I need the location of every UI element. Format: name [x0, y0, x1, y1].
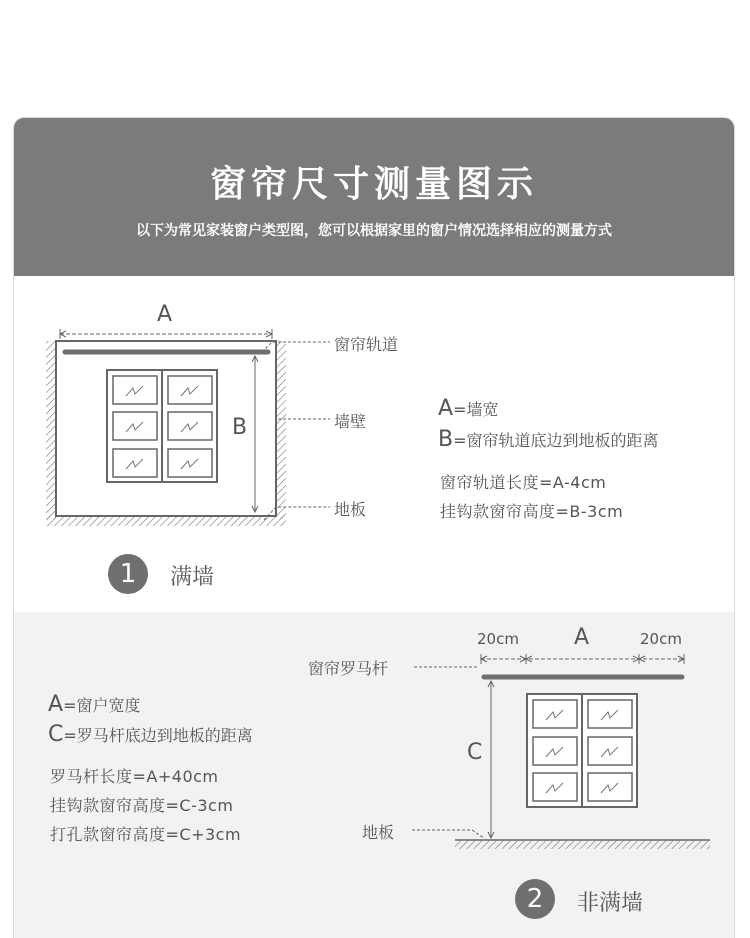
section2-badge: 2: [515, 879, 555, 919]
section2-title: 非满墙: [577, 891, 644, 916]
section1-title: 满墙: [170, 565, 215, 590]
legend-b-text: =窗帘轨道底边到地板的距离: [453, 431, 659, 450]
section2-window-drawing: [412, 654, 710, 849]
label-b: B: [232, 415, 248, 440]
section1-badge: 1: [108, 554, 148, 594]
leader-floor-2: [412, 830, 484, 838]
section2-floor-hatch: [455, 840, 710, 849]
legend-b-key: B: [438, 427, 454, 452]
formula-hook-height-2: 挂钩款窗帘高度=C-3cm: [50, 796, 234, 815]
formula-track-length: 窗帘轨道长度=A-4cm: [440, 473, 607, 492]
right-wall-hatch: [276, 341, 286, 519]
legend-a-key: A: [438, 396, 454, 421]
left-wall-hatch: [46, 341, 56, 519]
callout-floor-2: 地板: [362, 823, 395, 842]
section1-window: [107, 370, 217, 482]
legend2-c-key: C: [48, 722, 64, 747]
ext-right-label: 20cm: [640, 630, 682, 648]
ext-left-label: 20cm: [477, 630, 519, 648]
formula-hook-height: 挂钩款窗帘高度=B-3cm: [440, 502, 624, 521]
legend2-c: [48, 722, 253, 747]
page-subtitle: 以下为常见家装窗户类型图，您可以根据家里的窗户情况选择相应的测量方式: [136, 223, 612, 239]
leader-track: [262, 342, 330, 352]
legend-a-text: =墙宽: [453, 400, 499, 419]
legend-b: [438, 427, 659, 452]
callout-wall: 墙壁: [334, 412, 367, 431]
legend-a: [438, 396, 498, 421]
label-c: C: [467, 740, 483, 765]
legend2-c-text: =罗马杆底边到地板的距离: [63, 726, 253, 745]
callout-floor: 地板: [334, 500, 367, 519]
callout-track: 窗帘轨道: [334, 335, 399, 354]
section2-window: [527, 694, 637, 807]
legend2-a: [48, 692, 140, 717]
legend2-a-key: A: [48, 692, 64, 717]
section1-wall-drawing: [46, 329, 330, 526]
callout-rod: 窗帘罗马杆: [308, 659, 389, 678]
formula-punch-height: 打孔款窗帘高度=C+3cm: [50, 825, 242, 844]
page-title: 窗帘尺寸测量图示: [209, 163, 538, 205]
label-a: A: [157, 302, 173, 327]
label-a-2: A: [574, 625, 590, 650]
legend2-a-text: =窗户宽度: [63, 696, 141, 715]
formula-rod-length: 罗马杆长度=A+40cm: [50, 767, 219, 786]
floor-hatch: [46, 516, 286, 526]
